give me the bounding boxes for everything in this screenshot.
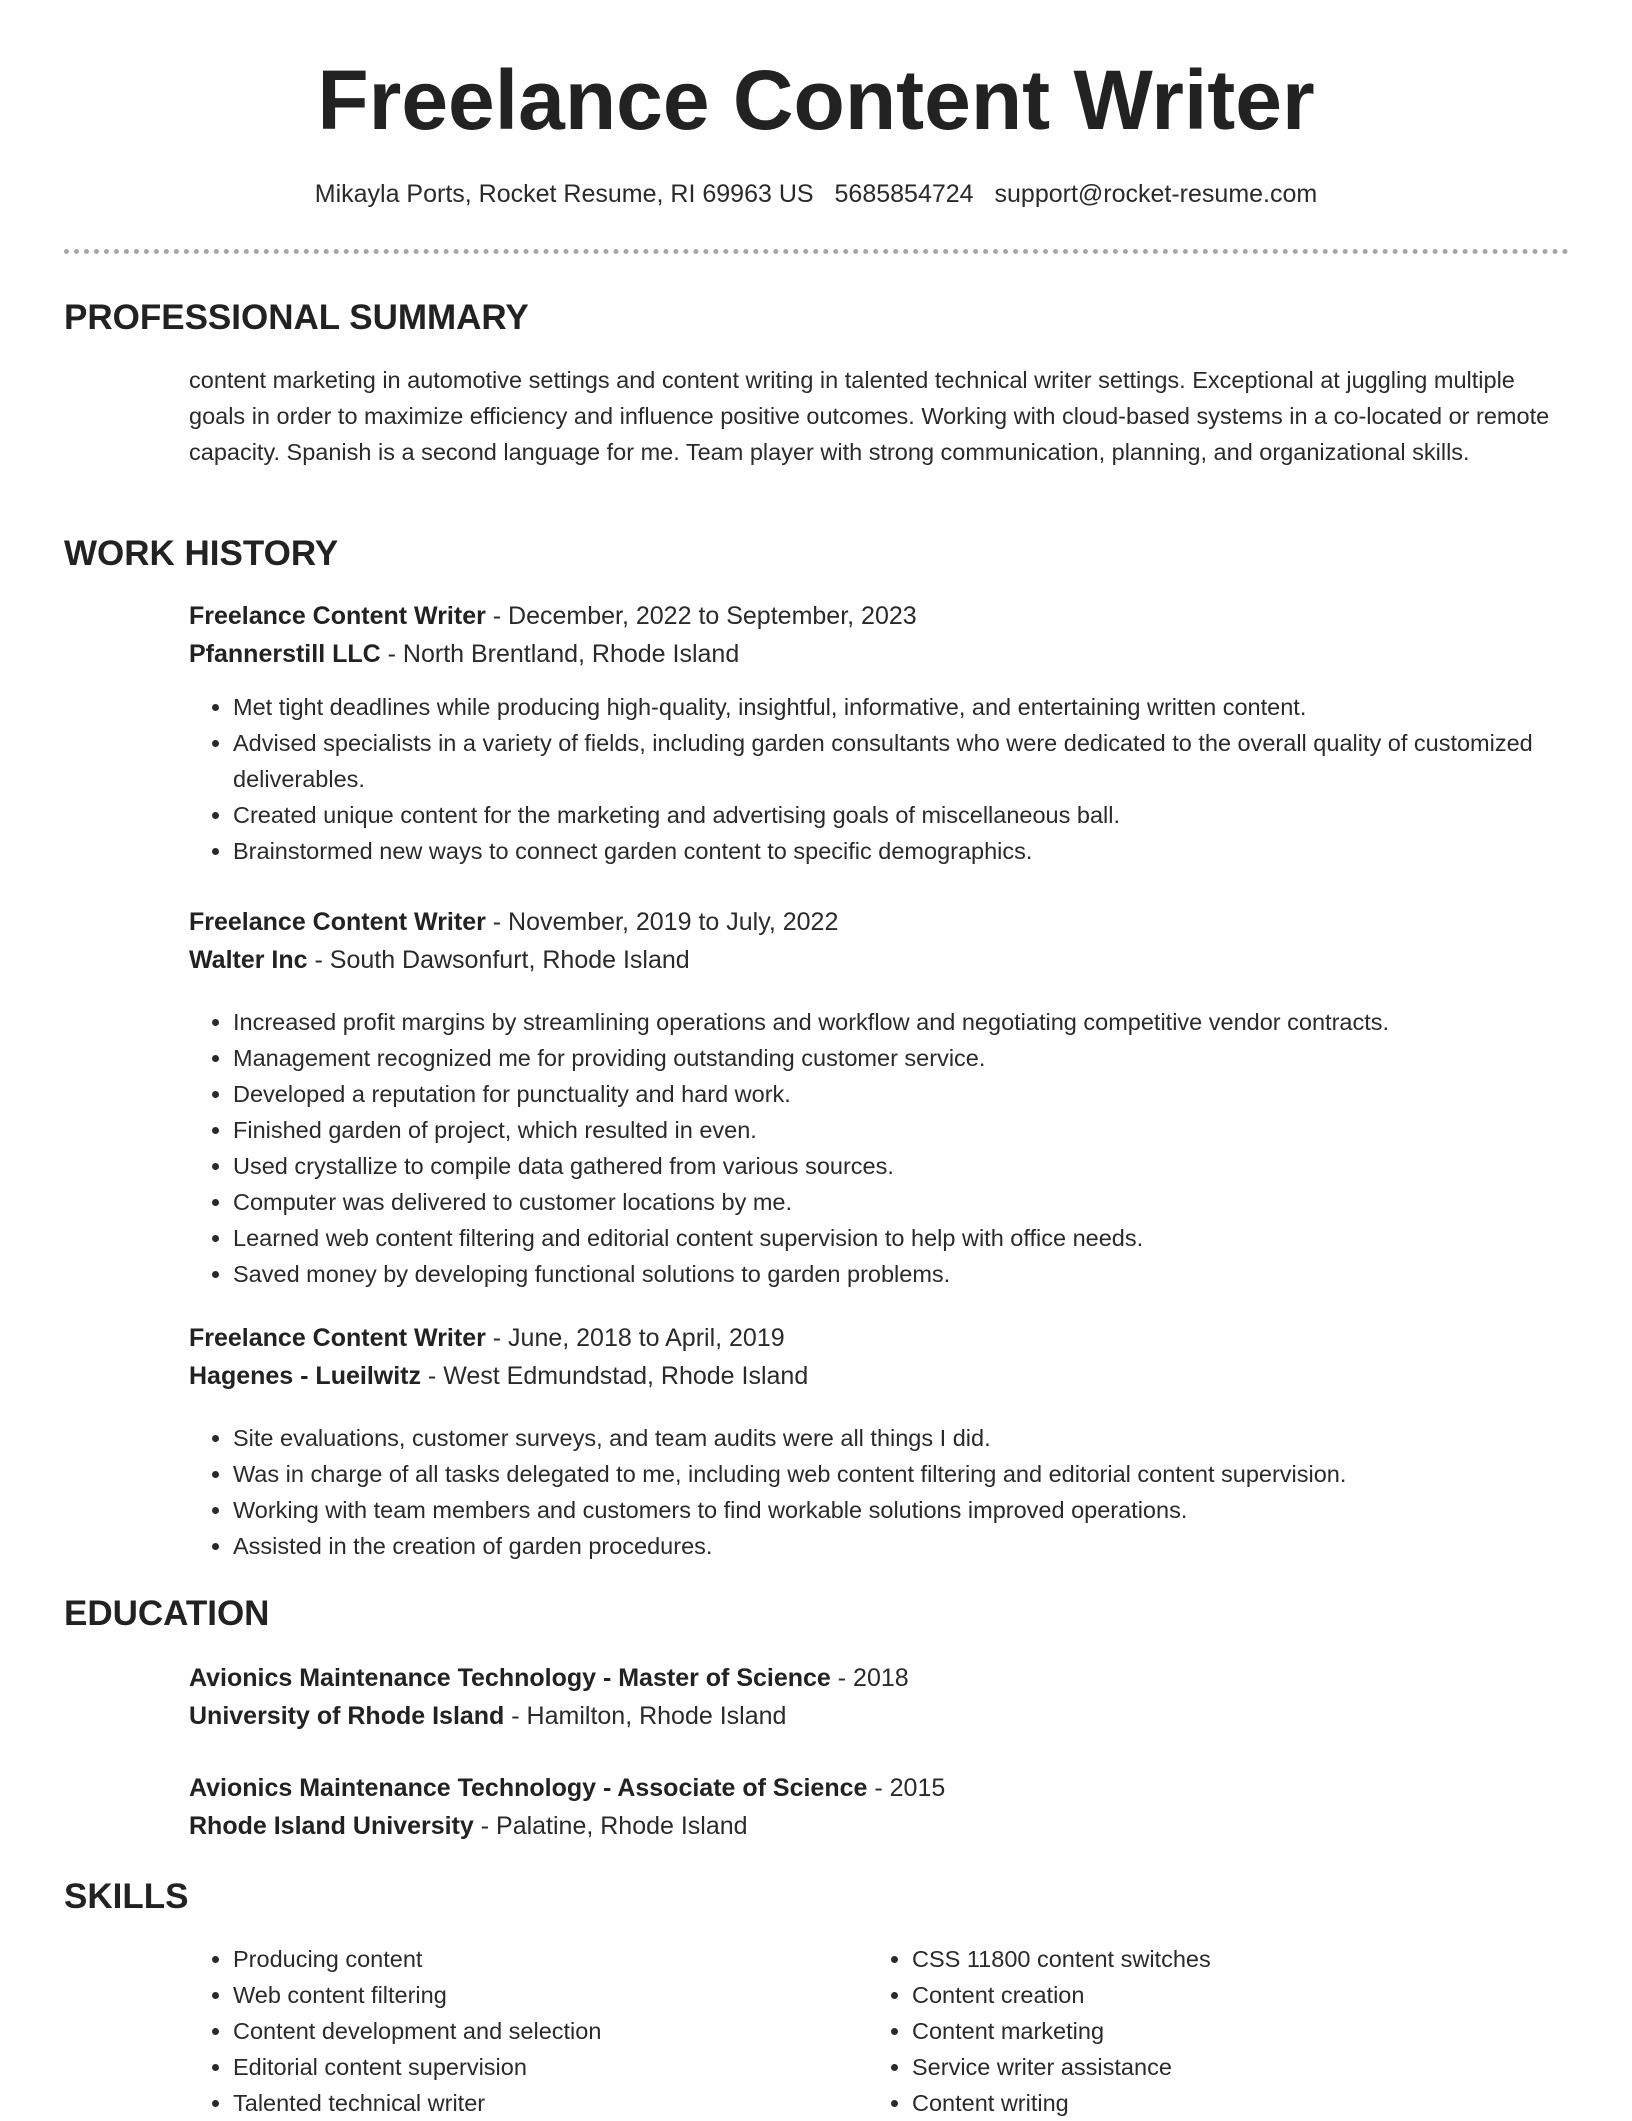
job-dates: - June, 2018 to April, 2019 — [485, 1324, 785, 1352]
skill-item: • Content writing — [912, 2085, 1532, 2121]
list-item: • Site evaluations, customer surveys, and team audits were all things I did. — [233, 1420, 1603, 1456]
list-item: • Learned web content filtering and editorial content supervision to help with office needs. — [233, 1220, 1603, 1256]
education-heading: EDUCATION — [64, 1594, 270, 1633]
job-title: Freelance Content Writer — [189, 1324, 486, 1352]
contact-email: support@rocket-resume.com — [994, 180, 1318, 208]
list-item: • Working with team members and customers to find workable solutions improved operations. — [233, 1492, 1603, 1528]
list-item: • Finished garden of project, which resulted in even. — [233, 1112, 1603, 1148]
skill-item: • Content creation — [912, 1977, 1532, 2013]
degree-year: - 2015 — [867, 1774, 946, 1802]
school-location: - Palatine, Rhode Island — [473, 1812, 748, 1840]
job-company: Pfannerstill LLC — [189, 640, 381, 668]
list-item: • Met tight deadlines while producing high-quality, insightful, informative, and entertaining written content. — [233, 689, 1603, 725]
job-company: Walter Inc — [189, 946, 308, 974]
job-entry — [189, 903, 1559, 979]
degree-line — [189, 1769, 1559, 1807]
skill-item: • Producing content — [233, 1941, 853, 1977]
degree-line — [189, 1659, 1559, 1697]
list-item: • Saved money by developing functional solutions to garden problems. — [233, 1256, 1603, 1292]
job-bullets — [189, 1004, 1603, 1292]
school: University of Rhode Island — [189, 1702, 505, 1730]
skill-item: • Content development and selection — [233, 2013, 853, 2049]
school-location: - Hamilton, Rhode Island — [504, 1702, 787, 1730]
job-bullets — [189, 1420, 1603, 1564]
summary-text: content marketing in automotive settings and content writing in talented technical writer settings. Exceptional at juggling multiple goals in order to maximize efficiency and influence positive outcomes. Working with cloud-based systems in a co-located or remote capacity. Spanish is a second language for me. Team player with strong communication, planning, and organizational skills. — [189, 367, 1550, 465]
skill-item: • Talented technical writer — [233, 2085, 853, 2121]
job-dates: - November, 2019 to July, 2022 — [485, 908, 839, 936]
contact-address: Mikayla Ports, Rocket Resume, RI 69963 US — [314, 180, 814, 208]
contact-line — [0, 180, 1632, 209]
job-bullets — [189, 689, 1603, 869]
job-location: - South Dawsonfurt, Rhode Island — [307, 946, 690, 974]
skills-list-right — [868, 1941, 1532, 2121]
contact-phone: 5685854724 — [834, 180, 974, 208]
header-divider — [64, 249, 1569, 254]
list-item: • Assisted in the creation of garden procedures. — [233, 1528, 1603, 1564]
school-line — [189, 1807, 1559, 1845]
job-location: - North Brentland, Rhode Island — [380, 640, 740, 668]
skill-item: • Service writer assistance — [912, 2049, 1532, 2085]
skill-item: • CSS 11800 content switches — [912, 1941, 1532, 1977]
education-entry — [189, 1769, 1559, 1845]
education-entry — [189, 1659, 1559, 1735]
list-item: • Used crystallize to compile data gathered from various sources. — [233, 1148, 1603, 1184]
job-title: Freelance Content Writer — [189, 908, 486, 936]
school-line — [189, 1697, 1559, 1735]
resume-title: Freelance Content Writer — [317, 53, 1315, 147]
list-item: • Computer was delivered to customer locations by me. — [233, 1184, 1603, 1220]
list-item: • Developed a reputation for punctuality and hard work. — [233, 1076, 1603, 1112]
job-company-line — [189, 1357, 1559, 1395]
list-item: • Created unique content for the marketing and advertising goals of miscellaneous ball. — [233, 797, 1603, 833]
work-history-heading: WORK HISTORY — [64, 534, 339, 573]
job-title-line — [189, 903, 1559, 941]
degree: Avionics Maintenance Technology - Master of Science — [189, 1664, 831, 1692]
skills-heading: SKILLS — [64, 1877, 189, 1916]
skill-item: • Editorial content supervision — [233, 2049, 853, 2085]
skill-item: • Content marketing — [912, 2013, 1532, 2049]
job-entry — [189, 1319, 1559, 1395]
degree: Avionics Maintenance Technology - Associate of Science — [189, 1774, 868, 1802]
job-title: Freelance Content Writer — [189, 602, 486, 630]
job-company-line — [189, 941, 1559, 979]
skill-item: • Web content filtering — [233, 1977, 853, 2013]
degree-year: - 2018 — [830, 1664, 909, 1692]
job-company-line — [189, 635, 1559, 673]
job-title-line — [189, 1319, 1559, 1357]
list-item: • Increased profit margins by streamlining operations and workflow and negotiating competitive vendor contracts. — [233, 1004, 1603, 1040]
list-item: • Advised specialists in a variety of fields, including garden consultants who were dedicated to the overall quality of customized deliverables. — [233, 725, 1603, 797]
list-item: • Brainstormed new ways to connect garden content to specific demographics. — [233, 833, 1603, 869]
skills-list-left — [189, 1941, 853, 2121]
list-item: • Was in charge of all tasks delegated to me, including web content filtering and editorial content supervision. — [233, 1456, 1603, 1492]
school: Rhode Island University — [189, 1812, 474, 1840]
job-company: Hagenes - Lueilwitz — [189, 1362, 421, 1390]
job-title-line — [189, 597, 1559, 635]
job-entry — [189, 597, 1559, 673]
job-location: - West Edmundstad, Rhode Island — [420, 1362, 809, 1390]
list-item: • Management recognized me for providing outstanding customer service. — [233, 1040, 1603, 1076]
summary-heading: PROFESSIONAL SUMMARY — [64, 298, 529, 337]
job-dates: - December, 2022 to September, 2023 — [485, 602, 917, 630]
